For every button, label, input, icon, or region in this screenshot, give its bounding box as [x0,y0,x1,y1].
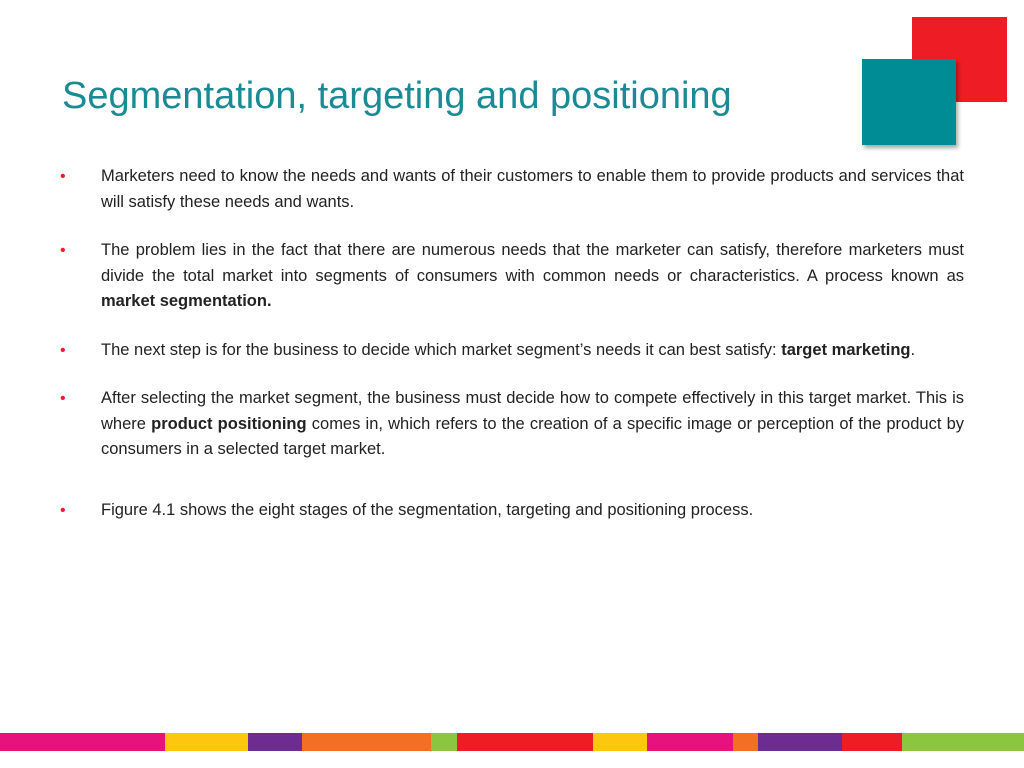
bullet-icon: • [60,390,66,407]
bullet-text-tail: comes in, which refers to the creation of a specific image or perception of the product by consumers in a selected target market. [101,414,965,458]
footer-segment [758,733,842,751]
footer-segment [0,733,165,751]
bullet-item [60,164,964,215]
footer-segment [593,733,647,751]
footer-segment [457,733,593,751]
footer-segment [647,733,733,751]
bullet-icon: • [60,242,66,259]
decorative-teal-square [862,59,956,145]
bullet-item [60,338,964,364]
footer-segment [165,733,248,751]
bullet-text-tail: . [910,340,916,359]
bullet-item [60,498,964,524]
bullet-item [60,238,964,315]
bullet-icon: • [60,168,66,185]
footer-segment [842,733,902,751]
footer-segment [431,733,457,751]
bullet-text: The next step is for the business to decide which market segment’s needs it can best satisfy: [101,340,782,359]
footer-segment [248,733,302,751]
bullet-item [60,386,964,463]
bullet-list [60,164,964,546]
footer-segment [302,733,431,751]
bullet-icon: • [60,341,66,359]
footer-segment [902,733,1024,751]
footer-segment [733,733,758,751]
bullet-icon: • [60,501,66,519]
slide-title: Segmentation, targeting and positioning [62,75,732,117]
bullet-text: The problem lies in the fact that there are numerous needs that the marketer can satisfy, therefore marketers must divide the total market into segments of consumers with common needs or characteristics. A process known as [101,241,964,285]
bullet-bold-text: market segmentation. [101,292,272,310]
bullet-text: After selecting the market segment, the business must decide how to compete effectively in this target market. This is where [101,389,964,433]
bullet-text: Marketers need to know the needs and wants of their customers to enable them to provide products and services that will satisfy these needs and wants. [101,167,964,211]
bullet-bold-text: product positioning [151,414,307,433]
bullet-bold-text: target marketing [781,340,911,359]
footer-color-strip [0,733,1024,751]
bullet-text: Figure 4.1 shows the eight stages of the segmentation, targeting and positioning process. [101,500,754,519]
